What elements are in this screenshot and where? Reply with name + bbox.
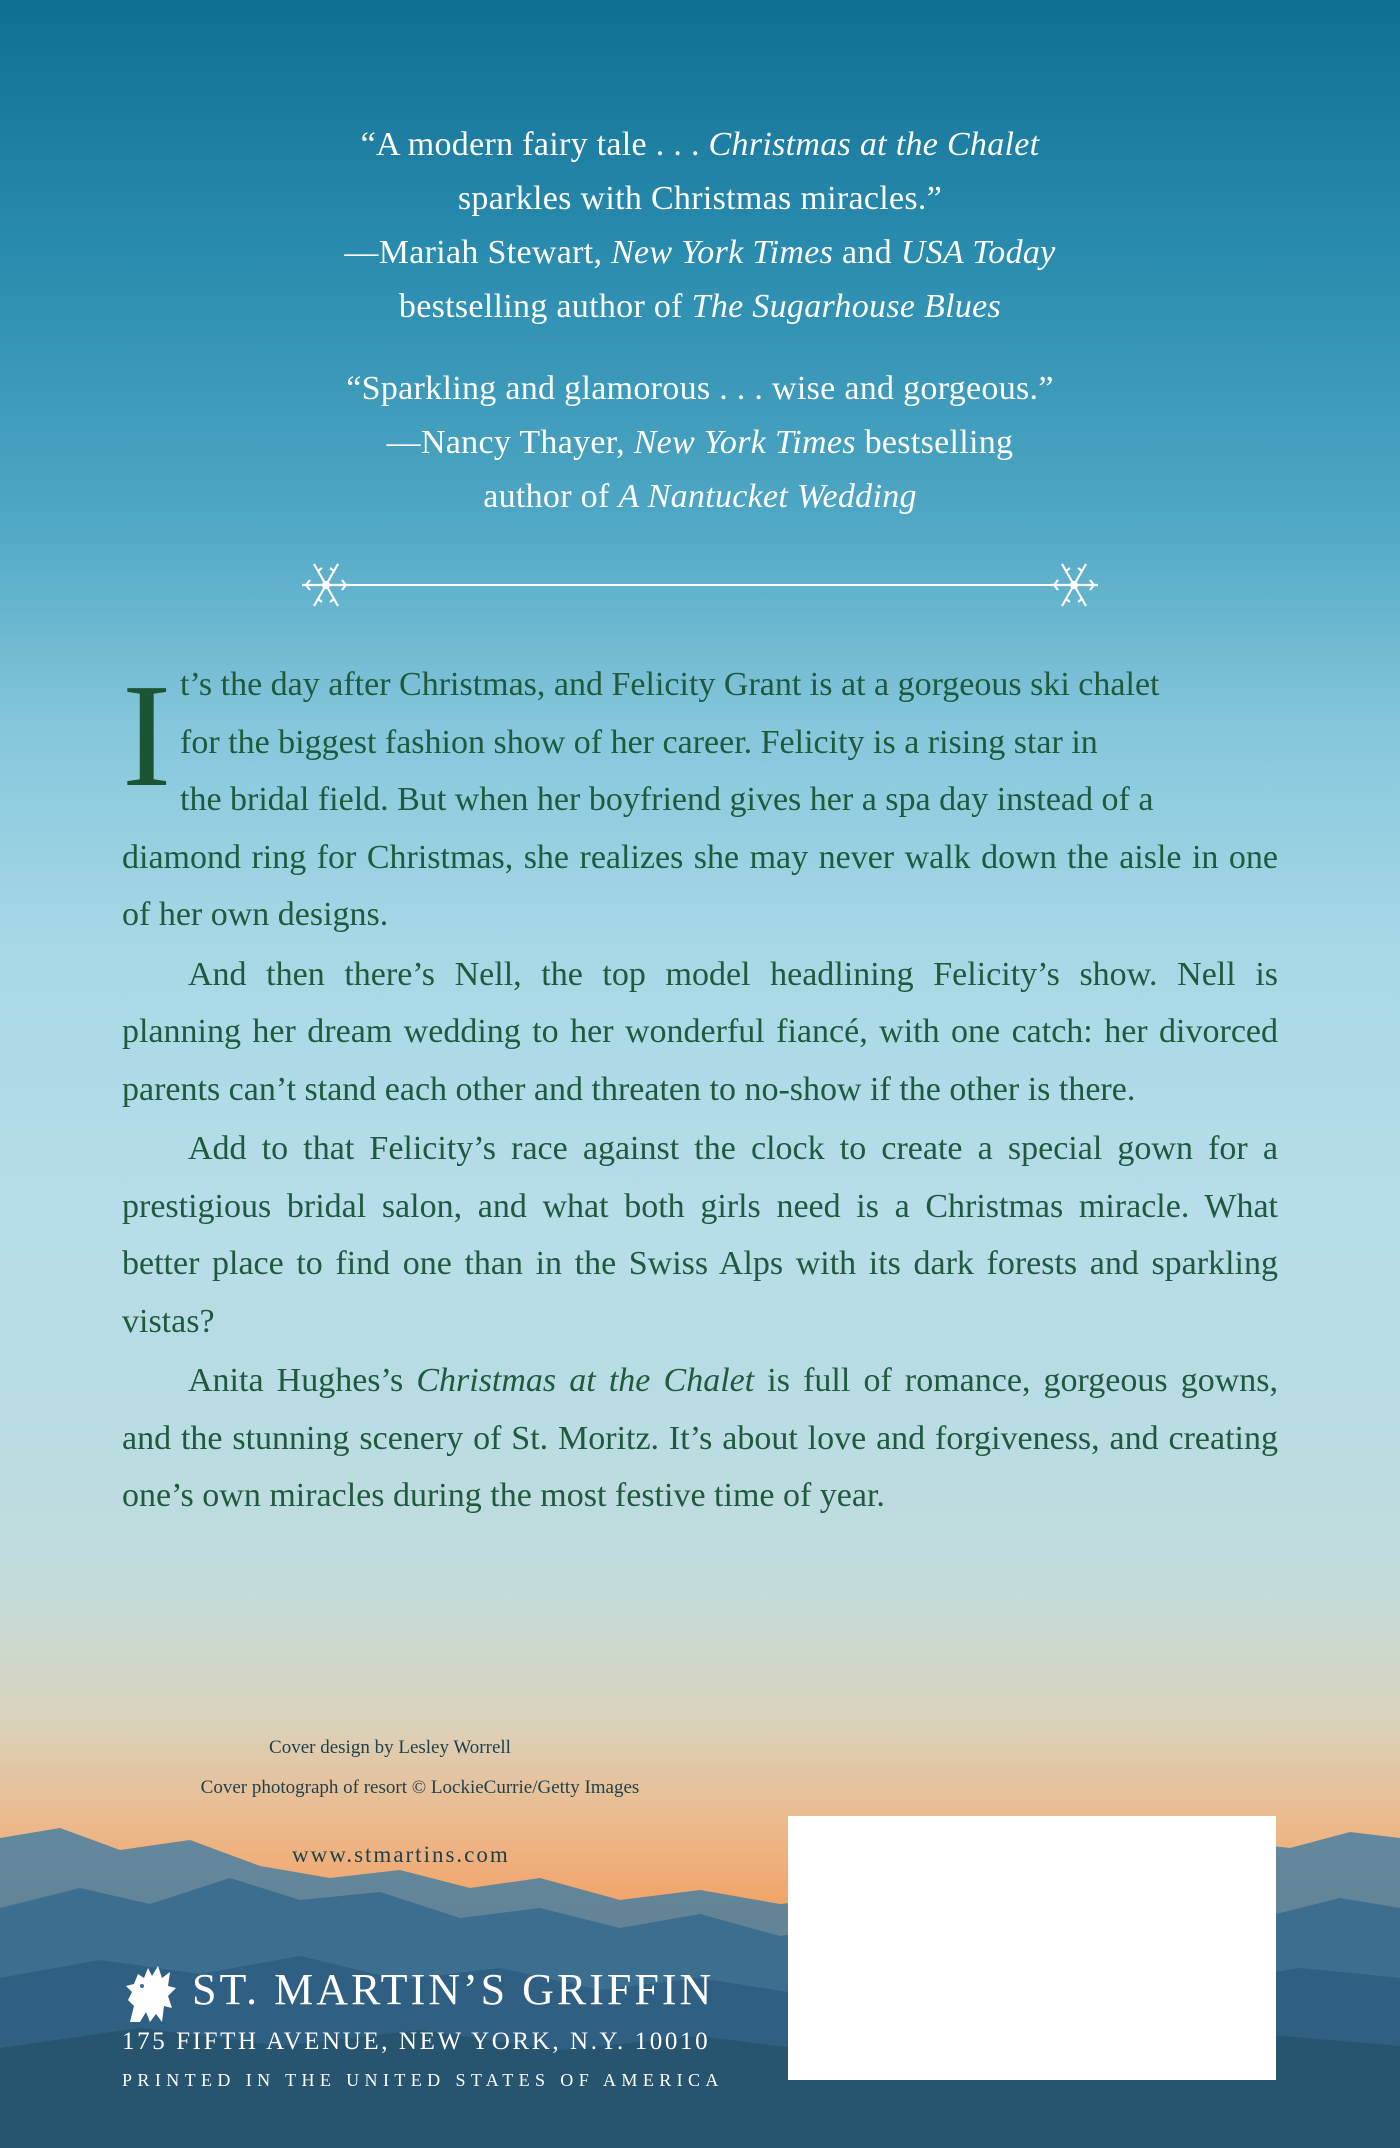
quote-line: “A modern fairy tale . . . Christmas at the Chalet — [360, 126, 1040, 163]
snowflake-divider — [296, 552, 1104, 618]
publisher-name: ST. MARTIN’S GRIFFIN — [192, 1965, 715, 2014]
cover-design-credit: Cover design by Lesley Worrell — [269, 1737, 511, 1758]
quote-line: sparkles with Christmas miracles.” — [457, 180, 943, 217]
review-quote-thayer — [150, 362, 1250, 524]
barcode-area — [788, 1816, 1276, 2080]
publisher-address: 175 FIFTH AVENUE, NEW YORK, N.Y. 10010 — [122, 2028, 711, 2055]
drop-cap: I — [122, 654, 172, 818]
book-description — [122, 656, 1278, 1525]
quote-attribution: bestselling author of The Sugarhouse Blues — [398, 288, 1002, 325]
quote-attribution: —Nancy Thayer, New York Times bestselling — [386, 424, 1014, 461]
review-quote-stewart — [150, 118, 1250, 334]
description-paragraph-3: Add to that Felicity’s race against the clock to create a special gown for a prestigious bridal salon, and what both girls need is a Christmas miracle. What better place to find one than in the Swiss Alps with its dark forests and sparkling vistas? — [122, 1130, 1278, 1340]
quote-attribution: —Mariah Stewart, New York Times and USA Today — [344, 234, 1056, 271]
paragraph-line: t’s the day after Christmas, and Felicity Grant is at a gorgeous ski chalet — [180, 666, 1160, 703]
publisher-url[interactable]: www.stmartins.com — [292, 1842, 510, 1867]
snowflake-icon — [1050, 564, 1098, 606]
snowflake-icon — [302, 564, 350, 606]
paragraph-line: the bridal field. But when her boyfriend gives her a spa day instead of a — [180, 781, 1154, 818]
description-paragraph-4: Anita Hughes’s Christmas at the Chalet is full of romance, gorgeous gowns, and the stunning scenery of St. Moritz. It’s about love and forgiveness, and creating one’s own miracles during the most festive time of year. — [122, 1362, 1279, 1514]
cover-photo-credit: Cover photograph of resort © LockieCurrie/Getty Images — [200, 1777, 640, 1798]
quote-attribution: author of A Nantucket Wedding — [483, 478, 917, 515]
quote-line: “Sparkling and glamorous . . . wise and gorgeous.” — [346, 370, 1054, 407]
review-quotes — [150, 118, 1250, 552]
paragraph-line: diamond ring for Christmas, she realizes she may never walk down the aisle in one of her own designs. — [122, 838, 1278, 933]
printed-in-notice: PRINTED IN THE UNITED STATES OF AMERICA — [122, 2070, 724, 2090]
cover-credits — [130, 1728, 710, 1808]
description-paragraph-2: And then there’s Nell, the top model headlining Felicity’s show. Nell is planning her dream wedding to her wonderful fiancé, with one catch: her divorced parents can’t stand each other and threaten to no-show if the other is there. — [122, 955, 1278, 1108]
griffin-icon — [122, 1962, 180, 2026]
paragraph-line: for the biggest fashion show of her career. Felicity is a rising star in — [180, 723, 1098, 761]
description-paragraph-1 — [122, 656, 1278, 944]
